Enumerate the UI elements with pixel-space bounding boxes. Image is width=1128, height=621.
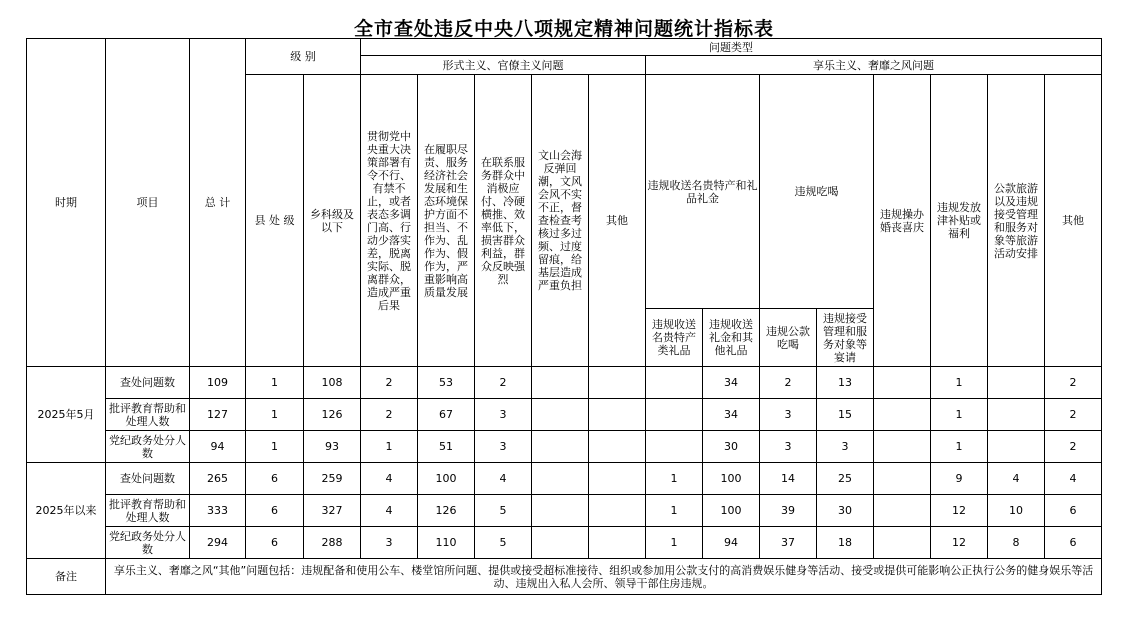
table-row [27, 463, 1102, 495]
table-row [27, 399, 1102, 431]
value-cell: 30 [703, 431, 760, 463]
value-cell [589, 495, 646, 527]
header-gifts-specialty: 违规收送名贵特产类礼品 [646, 309, 703, 367]
value-cell [532, 527, 589, 559]
value-cell: 30 [817, 495, 874, 527]
value-cell: 110 [418, 527, 475, 559]
value-cell [532, 399, 589, 431]
value-cell: 4 [1045, 463, 1102, 495]
header-hedonism-other: 其他 [1045, 75, 1102, 367]
value-cell: 100 [418, 463, 475, 495]
value-cell [589, 431, 646, 463]
value-cell: 2 [361, 399, 418, 431]
value-cell: 6 [1045, 527, 1102, 559]
value-cell [874, 495, 931, 527]
value-cell [532, 463, 589, 495]
value-cell: 67 [418, 399, 475, 431]
table-row [27, 527, 1102, 559]
header-weddings: 违规操办婚丧喜庆 [874, 75, 931, 367]
value-cell: 94 [190, 431, 246, 463]
table-row [27, 495, 1102, 527]
item-cell: 批评教育帮助和处理人数 [106, 495, 190, 527]
value-cell: 1 [246, 367, 304, 399]
value-cell: 39 [760, 495, 817, 527]
item-cell: 查处问题数 [106, 367, 190, 399]
value-cell [532, 495, 589, 527]
value-cell: 100 [703, 495, 760, 527]
value-cell [874, 399, 931, 431]
header-hedonism: 享乐主义、奢靡之风问题 [646, 56, 1102, 75]
value-cell [589, 463, 646, 495]
header-dining-banquet: 违规接受管理和服务对象等宴请 [817, 309, 874, 367]
value-cell: 14 [760, 463, 817, 495]
value-cell: 51 [418, 431, 475, 463]
value-cell: 6 [1045, 495, 1102, 527]
header-formalism-1: 贯彻党中央重大决策部署有令不行、有禁不止，或者表态多调门高、行动少落实差，脱离实际、脱离群众，造成严重后果 [361, 75, 418, 367]
header-dining: 违规吃喝 [760, 75, 874, 309]
value-cell [988, 399, 1045, 431]
data-rows [27, 367, 1102, 559]
value-cell [874, 527, 931, 559]
item-cell: 党纪政务处分人数 [106, 431, 190, 463]
value-cell: 294 [190, 527, 246, 559]
value-cell: 259 [304, 463, 361, 495]
value-cell: 4 [988, 463, 1045, 495]
value-cell: 1 [246, 399, 304, 431]
value-cell: 1 [646, 527, 703, 559]
note-text: 享乐主义、奢靡之风“其他”问题包括：违规配备和使用公车、楼堂馆所问题、提供或接受超标准接待、组织或参加用公款支付的高消费娱乐健身等活动、接受或提供可能影响公正执行公务的健身娱乐等活动、违规出入私人会所、领导干部住房违规。 [106, 559, 1102, 595]
header-level: 级 别 [246, 39, 361, 75]
value-cell: 34 [703, 399, 760, 431]
value-cell: 12 [931, 495, 988, 527]
value-cell [646, 367, 703, 399]
value-cell: 1 [646, 463, 703, 495]
header-gifts: 违规收送名贵特产和礼品礼金 [646, 75, 760, 309]
value-cell: 34 [703, 367, 760, 399]
period-cell: 2025年以来 [27, 463, 106, 559]
value-cell: 3 [760, 431, 817, 463]
header-period: 时期 [27, 39, 106, 367]
statistics-table [26, 38, 1102, 595]
value-cell: 15 [817, 399, 874, 431]
value-cell [532, 431, 589, 463]
header-county-level: 县 处 级 [246, 75, 304, 367]
value-cell: 8 [988, 527, 1045, 559]
value-cell: 5 [475, 495, 532, 527]
item-cell: 查处问题数 [106, 463, 190, 495]
value-cell: 6 [246, 527, 304, 559]
header-formalism-3: 在联系服务群众中消极应付、冷硬横推、效率低下，损害群众利益，群众反映强烈 [475, 75, 532, 367]
header-problem-type: 问题类型 [361, 39, 1102, 56]
header-formalism-other: 其他 [589, 75, 646, 367]
value-cell [874, 367, 931, 399]
header-gifts-cash: 违规收送礼金和其他礼品 [703, 309, 760, 367]
value-cell: 3 [760, 399, 817, 431]
value-cell: 13 [817, 367, 874, 399]
table-row [27, 367, 1102, 399]
header-item: 项目 [106, 39, 190, 367]
value-cell: 4 [475, 463, 532, 495]
value-cell: 109 [190, 367, 246, 399]
value-cell: 3 [475, 431, 532, 463]
value-cell [988, 431, 1045, 463]
item-cell: 党纪政务处分人数 [106, 527, 190, 559]
value-cell: 265 [190, 463, 246, 495]
value-cell: 94 [703, 527, 760, 559]
value-cell [589, 367, 646, 399]
value-cell: 5 [475, 527, 532, 559]
table-row [27, 431, 1102, 463]
period-cell: 2025年5月 [27, 367, 106, 463]
value-cell [589, 527, 646, 559]
value-cell: 10 [988, 495, 1045, 527]
note-label: 备注 [27, 559, 106, 595]
value-cell: 2 [1045, 399, 1102, 431]
header-formalism-2: 在履职尽责、服务经济社会发展和生态环境保护方面不担当、不作为、乱作为、假作为，严重影响高质量发展 [418, 75, 475, 367]
value-cell: 9 [931, 463, 988, 495]
value-cell [532, 367, 589, 399]
value-cell: 37 [760, 527, 817, 559]
value-cell [589, 399, 646, 431]
value-cell: 2 [1045, 431, 1102, 463]
item-cell: 批评教育帮助和处理人数 [106, 399, 190, 431]
value-cell [646, 399, 703, 431]
value-cell [874, 431, 931, 463]
header-subsidies: 违规发放津补贴或福利 [931, 75, 988, 367]
value-cell: 2 [760, 367, 817, 399]
value-cell: 4 [361, 495, 418, 527]
value-cell: 4 [361, 463, 418, 495]
value-cell: 288 [304, 527, 361, 559]
header-formalism-4: 文山会海反弹回潮，文风会风不实不正，督查检查考核过多过频、过度留痕，给基层造成严重负担 [532, 75, 589, 367]
header-travel: 公款旅游以及违规接受管理和服务对象等旅游活动安排 [988, 75, 1045, 367]
value-cell: 127 [190, 399, 246, 431]
value-cell: 1 [246, 431, 304, 463]
value-cell [646, 431, 703, 463]
value-cell: 25 [817, 463, 874, 495]
header-dining-public: 违规公款吃喝 [760, 309, 817, 367]
value-cell: 2 [361, 367, 418, 399]
value-cell: 333 [190, 495, 246, 527]
value-cell: 1 [931, 367, 988, 399]
value-cell [874, 463, 931, 495]
value-cell [988, 367, 1045, 399]
value-cell: 1 [931, 399, 988, 431]
value-cell: 100 [703, 463, 760, 495]
value-cell: 2 [475, 367, 532, 399]
value-cell: 6 [246, 495, 304, 527]
header-township-level: 乡科级及以下 [304, 75, 361, 367]
value-cell: 93 [304, 431, 361, 463]
value-cell: 3 [475, 399, 532, 431]
value-cell: 53 [418, 367, 475, 399]
value-cell: 1 [646, 495, 703, 527]
page-title: 全市查处违反中央八项规定精神问题统计指标表 [353, 18, 774, 40]
value-cell: 2 [1045, 367, 1102, 399]
header-total: 总 计 [190, 39, 246, 367]
value-cell: 3 [817, 431, 874, 463]
value-cell: 126 [304, 399, 361, 431]
value-cell: 12 [931, 527, 988, 559]
value-cell: 3 [361, 527, 418, 559]
value-cell: 1 [361, 431, 418, 463]
value-cell: 327 [304, 495, 361, 527]
header-formalism: 形式主义、官僚主义问题 [361, 56, 646, 75]
value-cell: 18 [817, 527, 874, 559]
value-cell: 108 [304, 367, 361, 399]
value-cell: 126 [418, 495, 475, 527]
value-cell: 6 [246, 463, 304, 495]
value-cell: 1 [931, 431, 988, 463]
